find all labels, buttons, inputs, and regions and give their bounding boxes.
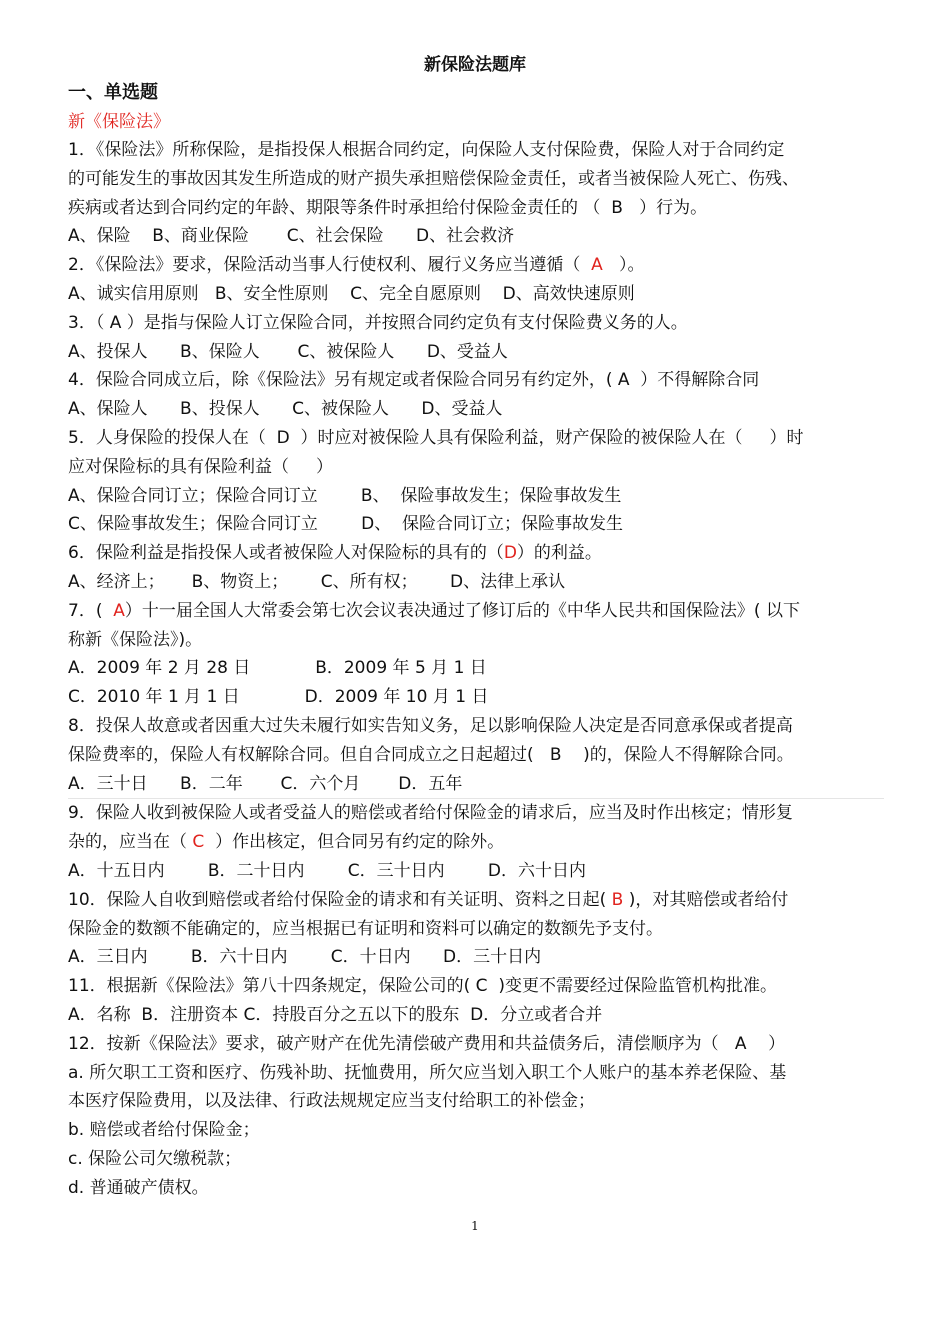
line-text: A、保险合同订立；保险合同订立 B、 保险事故发生；保险事故发生 bbox=[68, 485, 622, 506]
text-line bbox=[68, 222, 884, 251]
section-heading: 一、单选题 bbox=[68, 82, 158, 103]
page-number: 1 bbox=[471, 1219, 479, 1233]
line-text-tail: ）十一届全国人大常委会第七次会议表决通过了修订后的《中华人民共和国保险法》( 以下 bbox=[124, 600, 800, 621]
text-line bbox=[68, 712, 884, 741]
text-line bbox=[68, 1001, 884, 1030]
answer-mark: A bbox=[113, 600, 125, 621]
line-text: A、诚实信用原则 B、安全性原则 C、完全自愿原则 D、高效快速原则 bbox=[68, 283, 635, 304]
question-body bbox=[68, 136, 884, 1202]
line-text: 4．保险合同成立后，除《保险法》另有规定或者保险合同另有约定外，( A ）不得解除合同 bbox=[68, 370, 760, 391]
line-text: 6．保险利益是指投保人或者被保险人对保险标的具有的（ bbox=[68, 543, 504, 564]
text-line bbox=[68, 915, 884, 944]
text-line bbox=[68, 453, 884, 482]
line-text: C、保险事故发生；保险合同订立 D、 保险合同订立；保险事故发生 bbox=[68, 514, 623, 535]
line-text: C．2010 年 1 月 1 日 D．2009 年 10 月 1 日 bbox=[68, 687, 489, 708]
text-line bbox=[68, 597, 884, 626]
line-text-tail: ）。 bbox=[602, 255, 645, 276]
answer-mark: A bbox=[591, 255, 603, 276]
text-line bbox=[68, 251, 884, 280]
text-line bbox=[68, 886, 884, 915]
text-line bbox=[68, 568, 884, 597]
text-line bbox=[68, 395, 884, 424]
text-line bbox=[68, 972, 884, 1001]
line-text-tail: )，对其赔偿或者给付 bbox=[623, 889, 789, 910]
answer-mark: D bbox=[503, 543, 517, 564]
text-line bbox=[68, 338, 884, 367]
text-line bbox=[68, 828, 884, 857]
text-line bbox=[68, 799, 884, 828]
line-text: 本医疗保险费用，以及法律、行政法规规定应当支付给职工的补偿金； bbox=[68, 1091, 595, 1112]
line-text: 称新《保险法》)。 bbox=[68, 629, 203, 650]
line-text: A．名称 B．注册资本 C．持股百分之五以下的股东 D．分立或者合并 bbox=[68, 1004, 603, 1025]
text-line bbox=[68, 683, 884, 712]
text-line bbox=[68, 654, 884, 683]
text-line bbox=[68, 1145, 884, 1174]
text-line bbox=[68, 510, 884, 539]
text-line bbox=[68, 309, 884, 338]
text-line bbox=[68, 424, 884, 453]
line-text-tail: ）作出核定，但合同另有约定的除外。 bbox=[204, 832, 505, 853]
line-text: 保险金的数额不能确定的，应当根据已有证明和资料可以确定的数额先予支付。 bbox=[68, 918, 663, 939]
text-line bbox=[68, 1030, 884, 1059]
line-text: A．三十日 B．二年 C．六个月 D．五年 bbox=[68, 773, 463, 794]
line-text: 7．( bbox=[68, 600, 114, 621]
line-text: 12．按新《保险法》要求，破产财产在优先清偿破产费用和共益债务后，清偿顺序为（ A ） bbox=[68, 1033, 786, 1054]
text-line bbox=[68, 1059, 884, 1088]
line-text: 保险费率的，保险人有权解除合同。但自合同成立之日起超过( B )的，保险人不得解除合同。 bbox=[68, 744, 794, 765]
line-text: 疾病或者达到合同约定的年龄、期限等条件时承担给付保险金责任的 （ B ）行为。 bbox=[68, 197, 708, 218]
line-text: 1．《保险法》所称保险，是指投保人根据合同约定，向保险人支付保险费，保险人对于合同约定 bbox=[68, 140, 785, 160]
line-text: 应对保险标的具有保险利益（ ） bbox=[68, 456, 334, 477]
line-text: A．十五日内 B．二十日内 C．三十日内 D．六十日内 bbox=[68, 860, 586, 881]
line-text: 2．《保险法》要求，保险活动当事人行使权利、履行义务应当遵循（ bbox=[68, 255, 592, 276]
line-text: 5．人身保险的投保人在（ D ）时应对被保险人具有保险利益，财产保险的被保险人在（ ）时 bbox=[68, 427, 804, 448]
text-line bbox=[68, 770, 884, 800]
text-line bbox=[68, 136, 884, 165]
line-text: d. 普通破产债权。 bbox=[68, 1177, 209, 1198]
line-text: 8．投保人故意或者因重大过失未履行如实告知义务，足以影响保险人决定是否同意承保或者提高 bbox=[68, 715, 793, 736]
line-text: 9．保险人收到被保险人或者受益人的赔偿或者给付保险金的请求后，应当及时作出核定；情形复 bbox=[68, 803, 793, 824]
text-line bbox=[68, 626, 884, 655]
text-line bbox=[68, 280, 884, 309]
text-line bbox=[68, 1087, 884, 1116]
line-text: A．2009 年 2 月 28 日 B．2009 年 5 月 1 日 bbox=[68, 658, 487, 679]
text-line bbox=[68, 366, 884, 395]
line-text: A、保险人 B、投保人 C、被保险人 D、受益人 bbox=[68, 399, 503, 420]
text-line bbox=[68, 194, 884, 223]
line-text-tail: ）的利益。 bbox=[516, 543, 602, 564]
line-text: 杂的，应当在（ bbox=[68, 832, 193, 853]
subsection-heading: 新《保险法》 bbox=[68, 112, 170, 132]
text-line bbox=[68, 1174, 884, 1203]
answer-mark: C bbox=[192, 832, 205, 853]
line-text: 的可能发生的事故因其发生所造成的财产损失承担赔偿保险金责任，或者当被保险人死亡、伤残、 bbox=[68, 168, 799, 189]
text-line bbox=[68, 165, 884, 194]
line-text: A、保险 B、商业保险 C、社会保险 D、社会救济 bbox=[68, 226, 515, 247]
line-text: 10．保险人自收到赔偿或者给付保险金的请求和有关证明、资料之日起( bbox=[68, 889, 612, 910]
line-text: a. 所欠职工工资和医疗、伤残补助、抚恤费用，所欠应当划入职工个人账户的基本养老保险、基 bbox=[68, 1062, 787, 1083]
answer-mark: B bbox=[611, 889, 624, 910]
text-line bbox=[68, 1116, 884, 1145]
line-text: c. 保险公司欠缴税款； bbox=[68, 1148, 242, 1169]
text-line bbox=[68, 482, 884, 511]
text-line bbox=[68, 741, 884, 770]
line-text: 11．根据新《保险法》第八十四条规定，保险公司的( C )变更不需要经过保险监管机构批准。 bbox=[68, 976, 777, 997]
text-line bbox=[68, 857, 884, 886]
line-text: 3．（ A ）是指与保险人订立保险合同，并按照合同约定负有支付保险费义务的人。 bbox=[68, 312, 688, 333]
line-text: A、投保人 B、保险人 C、被保险人 D、受益人 bbox=[68, 341, 508, 362]
page-title: 新保险法题库 bbox=[424, 55, 526, 75]
text-line bbox=[68, 943, 884, 972]
line-text: A、经济上； B、物资上； C、所有权； D、法律上承认 bbox=[68, 571, 566, 592]
line-text: A．三日内 B．六十日内 C．十日内 D．三十日内 bbox=[68, 947, 542, 968]
text-line bbox=[68, 539, 884, 568]
line-text: b. 赔偿或者给付保险金； bbox=[68, 1120, 260, 1141]
